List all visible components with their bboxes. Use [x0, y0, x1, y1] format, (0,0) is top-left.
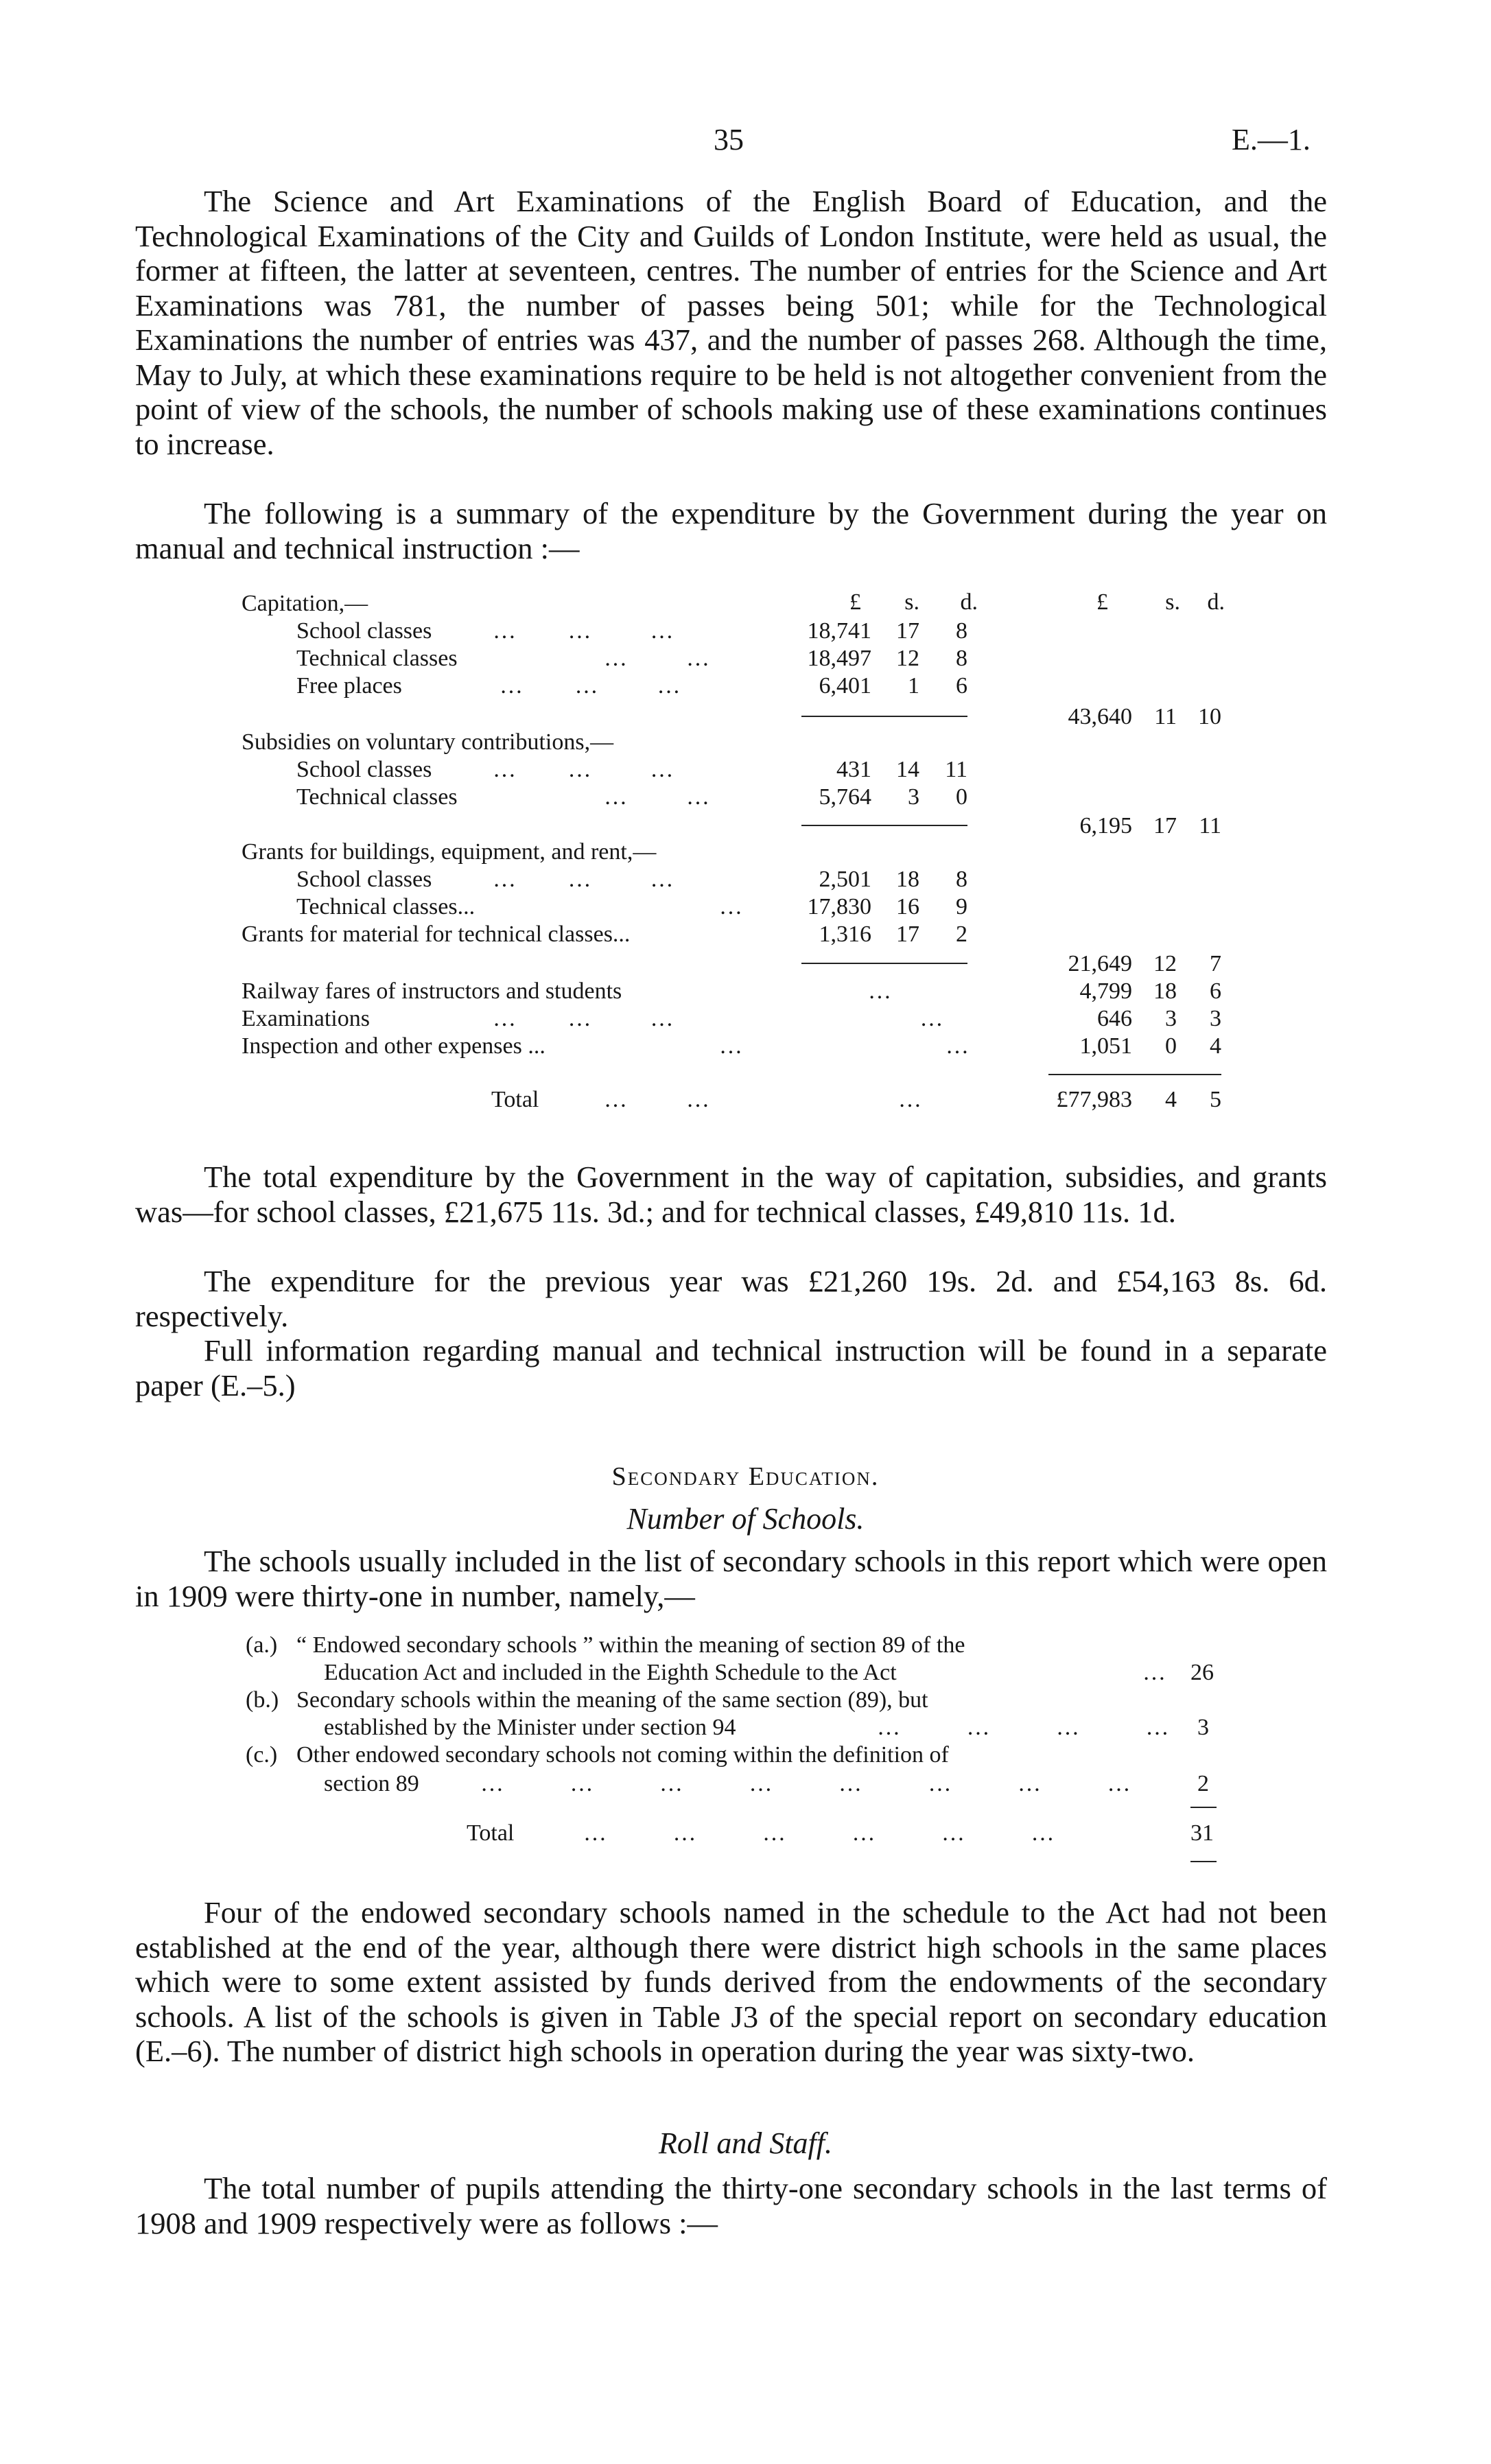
subtotal-rule	[801, 825, 967, 826]
row-label: Inspection and other expenses ...	[242, 1033, 545, 1059]
paragraph-full-information: Full information regarding manual and technical instruction will be found in a separate paper (E.–5.)	[135, 1333, 1327, 1403]
total-rule	[1048, 1074, 1221, 1075]
pounds: £77,983	[1056, 1087, 1132, 1112]
schedule-text: Other endowed secondary schools not coming within the definition of	[296, 1742, 949, 1768]
col-header-shillings-total: s.	[1165, 589, 1180, 615]
shillings: 14	[896, 757, 919, 782]
pounds: 2,501	[819, 867, 871, 892]
shillings: 4	[1165, 1087, 1177, 1112]
total-rule	[1190, 1807, 1217, 1808]
col-header-pence: d.	[960, 589, 978, 615]
pounds: 4,799	[1079, 978, 1132, 1004]
row-label: Technical classes	[296, 784, 458, 810]
grants-title: Grants for buildings, equipment, and rent,—	[242, 839, 657, 865]
pence: 2	[956, 922, 967, 947]
col-header-shillings: s.	[904, 589, 919, 615]
pounds: 21,649	[1068, 951, 1132, 976]
document-page: 35 E.—1. The Science and Art Examinations of the English Board of Education, and the Technological Examinations of the City and Guilds of London Institute, were held as usual, the former at fifteen, the latter at seventeen, centres. The number of entries for the Science and Art Examinations was 781, the number of passes being 501; while for the Technological Examinations the number of entries was 437, and the number of passes 268. Although the time, May to July, at which these examinations require to be held is not altogether convenient from the point of view of the schools, the number of schools making use of these examinations continues to increase. The following is a summary of the expenditure by the Government during the year on manual and technical instruction :— £ s. d. £ s. d. Capitation,— School classes … … … 18,741 17 8 Technical classes … … 18,497 12 8 Free places … … … 6,401 1 6 43,640 11 10 Subsidies on voluntary contributions,— School classes … … … 431 14 11 Technical classes … … 5,764 3 0 6,195 17 11 Grants for buildings, equipment, and rent,— School classes … … … 2,501 18 8 Technical classes... … 17,830 16 9 Grants for material for technical classes... 1,316 17 2 21,649 12 7 Railway fares of instructors and students … 4,799 18 6 Examinations … … … … 646 3 3 Inspection and other expenses ... … … 1,051 0 4 Total … … … £77,983 4 5 The total expenditure by the Government in the way of capitation, subsidies, and grants was—for school classes, £21,675 11s. 3d.; and for technical classes, £49,810 11s. 1d. The expenditure for the previous year was £21,260 19s. 2d. and £54,163 8s. 6d. respectively. Full information regarding manual and technical instruction will be found in a separate paper (E.–5.) Secondary Education. Number of Schools. The schools usually included in the list of secondary schools in this report which were open in 1909 were thirty-one in number, namely,— (a.) “ Endowed secondary schools ” within the meaning of section 89 of the Education Act and included in the Eighth Schedule to the Act … 26 (b.) Secondary schools within the meaning of the same section (89), but established by the Minister under section 94 … … … … 3 (c.) Other endowed secondary schools not coming within the definition of section 89 … … … … … … … … 2 Total … … … … … … 31 Four of the endowed secondary schools named in the schedule to the Act had not been established at the end of the year, although there were district high schools in the same places which were to some extent assisted by funds derived from the endowments of the secondary schools. A list of the schools is given in Table J3 of the special report on secondary education (E.–6). The number of district high schools in operation during the year was sixty-two. Roll and Staff. The total number of pupils attending the thirty-one secondary schools in the last terms of 1908 and 1909 respectively were as follows :—	[0, 0, 1491, 2464]
schedule-value: 3	[1197, 1715, 1209, 1740]
pounds: 6,195	[1079, 813, 1132, 838]
total-rule	[1190, 1861, 1217, 1862]
subheading-roll-and-staff: Roll and Staff.	[659, 2126, 832, 2160]
shillings: 17	[1153, 813, 1177, 838]
paragraph-examinations: The Science and Art Examinations of the English Board of Education, and the Technological Examinations of the City and Guilds of London Institute, were held as usual, the former at fifteen, the latter at seventeen, centres. The number of entries for the Science and Art Examinations was 781, the number of passes being 501; while for the Technological Examinations the number of entries was 437, and the number of passes 268. Although the time, May to July, at which these examinations require to be held is not altogether convenient from the point of view of the schools, the number of schools making use of these examinations continues to increase.	[135, 184, 1327, 461]
row-label: Technical classes...	[296, 894, 476, 919]
pence: 11	[1199, 813, 1221, 838]
col-header-pounds: £	[849, 589, 861, 615]
shillings: 12	[896, 646, 919, 671]
pounds: 17,830	[807, 894, 871, 919]
schedule-letter: (b.)	[246, 1687, 279, 1713]
pence: 7	[1210, 951, 1221, 976]
pence: 3	[1210, 1006, 1221, 1031]
pence: 4	[1210, 1033, 1221, 1059]
pence: 10	[1198, 704, 1221, 729]
total-label: Total	[491, 1087, 539, 1112]
pence: 6	[956, 673, 967, 699]
pence: 9	[956, 894, 967, 919]
schedule-text: Education Act and included in the Eighth Schedule to the Act	[324, 1660, 897, 1685]
pounds: 6,401	[819, 673, 871, 699]
document-code: E.—1.	[1232, 123, 1311, 156]
row-label: Railway fares of instructors and students	[242, 978, 622, 1004]
row-label: Grants for material for technical classes...	[242, 922, 631, 947]
schedule-letter: (c.)	[246, 1742, 278, 1768]
subheading-number-of-schools: Number of Schools.	[626, 1502, 865, 1536]
subtotal-rule	[801, 963, 967, 964]
paragraph-previous-year: The expenditure for the previous year was £21,260 19s. 2d. and £54,163 8s. 6d. respectively.	[135, 1264, 1327, 1333]
pence: 11	[945, 757, 967, 782]
pence: 0	[956, 784, 967, 810]
pounds: 1,316	[819, 922, 871, 947]
shillings: 16	[896, 894, 919, 919]
shillings: 11	[1154, 704, 1177, 729]
capitation-title: Capitation,—	[242, 591, 368, 616]
pounds: 5,764	[819, 784, 871, 810]
paragraph-endowed-schools: Four of the endowed secondary schools named in the schedule to the Act had not been established at the end of the year, although there were district high schools in the same places which were to some extent assisted by funds derived from the endowments of the secondary schools. A list of the schools is given in Table J3 of the special report on secondary education (E.–6). The number of district high schools in operation during the year was sixty-two.	[135, 1895, 1327, 2068]
pence: 6	[1210, 978, 1221, 1004]
schedule-text: section 89	[324, 1771, 419, 1796]
pounds: 18,497	[807, 646, 871, 671]
pence: 8	[956, 867, 967, 892]
schedule-text: Secondary schools within the meaning of the same section (89), but	[296, 1687, 928, 1713]
section-heading-secondary-education: Secondary Education.	[611, 1462, 880, 1491]
row-label: School classes	[296, 757, 432, 782]
col-header-pounds-total: £	[1096, 589, 1108, 615]
pounds: 646	[1097, 1006, 1132, 1031]
pence: 8	[956, 646, 967, 671]
shillings: 17	[896, 618, 919, 644]
schedule-text: “ Endowed secondary schools ” within the meaning of section 89 of the	[296, 1632, 965, 1658]
row-label: Technical classes	[296, 646, 458, 671]
shillings: 1	[908, 673, 919, 699]
col-header-pence-total: d.	[1207, 589, 1225, 615]
pence: 5	[1210, 1087, 1221, 1112]
pence: 8	[956, 618, 967, 644]
schedule-letter: (a.)	[246, 1632, 278, 1658]
shillings: 3	[1165, 1006, 1177, 1031]
paragraph-total-expenditure: The total expenditure by the Government in the way of capitation, subsidies, and grants was—for school classes, £21,675 11s. 3d.; and for technical classes, £49,810 11s. 1d.	[135, 1160, 1327, 1229]
shillings: 3	[908, 784, 919, 810]
pounds: 1,051	[1079, 1033, 1132, 1059]
subsidies-title: Subsidies on voluntary contributions,—	[242, 729, 614, 755]
subtotal-rule	[801, 716, 967, 717]
schedule-value: 26	[1190, 1660, 1214, 1685]
schedule-value: 2	[1197, 1771, 1209, 1796]
shillings: 17	[896, 922, 919, 947]
schedule-total-label: Total	[467, 1820, 515, 1846]
paragraph-summary-intro: The following is a summary of the expenditure by the Government during the year on manual and technical instruction :—	[135, 496, 1327, 565]
shillings: 12	[1153, 951, 1177, 976]
pounds: 18,741	[807, 618, 871, 644]
schedule-total-value: 31	[1190, 1820, 1214, 1846]
page-number: 35	[714, 123, 744, 156]
row-label: Free places	[296, 673, 402, 699]
paragraph-schools-list: The schools usually included in the list of secondary schools in this report which were open in 1909 were thirty-one in number, namely,—	[135, 1544, 1327, 1613]
paragraph-pupils-attending: The total number of pupils attending the thirty-one secondary schools in the last terms of 1908 and 1909 respectively were as follows :—	[135, 2171, 1327, 2240]
row-label: School classes	[296, 618, 432, 644]
pounds: 431	[836, 757, 871, 782]
pounds: 43,640	[1068, 704, 1132, 729]
shillings: 18	[896, 867, 919, 892]
row-label: Examinations	[242, 1006, 370, 1031]
schedule-text: established by the Minister under section 94	[324, 1715, 736, 1740]
shillings: 18	[1153, 978, 1177, 1004]
row-label: School classes	[296, 867, 432, 892]
shillings: 0	[1165, 1033, 1177, 1059]
